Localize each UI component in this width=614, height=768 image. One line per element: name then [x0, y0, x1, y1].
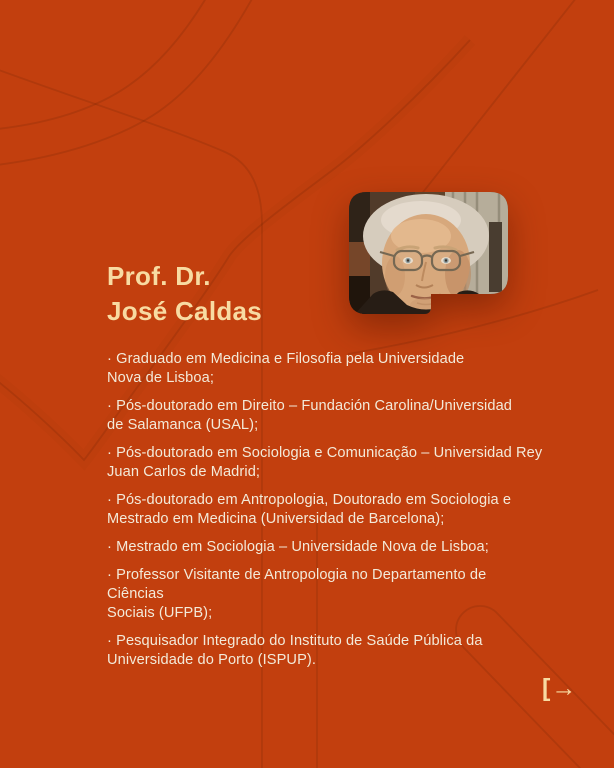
credential-item	[107, 632, 547, 670]
credential-item	[107, 538, 547, 557]
credential-item	[107, 444, 547, 482]
credential-line: de Salamanca (USAL);	[107, 417, 259, 433]
credential-line: Universidade do Porto (ISPUP).	[107, 652, 317, 668]
credential-line: Sociais (UFPB);	[107, 605, 213, 621]
credential-line: Mestrado em Medicina (Universidad de Barcelona);	[107, 511, 445, 527]
credential-item	[107, 491, 547, 529]
next-arrow-icon[interactable]: [→	[542, 674, 578, 702]
profile-photo	[349, 192, 508, 314]
credential-item	[107, 397, 547, 435]
credential-line: · Graduado em Medicina e Filosofia pela Universidade	[107, 351, 465, 367]
credential-line: · Pós-doutorado em Sociologia e Comunicação – Universidad Rey	[107, 445, 543, 461]
credential-line: Juan Carlos de Madrid;	[107, 464, 261, 480]
credential-item	[107, 566, 547, 623]
credential-line: · Pós-doutorado em Direito – Fundación Carolina/Universidad	[107, 398, 512, 414]
portrait-photo-speech-bubble	[349, 192, 508, 314]
credentials-list	[107, 350, 547, 679]
credential-line: · Professor Visitante de Antropologia no Departamento de Ciências	[107, 567, 487, 602]
credential-line: Nova de Lisboa;	[107, 370, 214, 386]
title-line-2: José Caldas	[107, 296, 263, 326]
title-line-1: Prof. Dr.	[107, 261, 211, 291]
credential-line: · Pós-doutorado em Antropologia, Doutorado em Sociologia e	[107, 492, 512, 508]
credential-line: · Mestrado em Sociologia – Universidade Nova de Lisboa;	[107, 539, 489, 555]
credential-item	[107, 350, 547, 388]
credential-line: · Pesquisador Integrado do Instituto de Saúde Pública da	[107, 633, 483, 649]
page-title	[107, 259, 262, 329]
